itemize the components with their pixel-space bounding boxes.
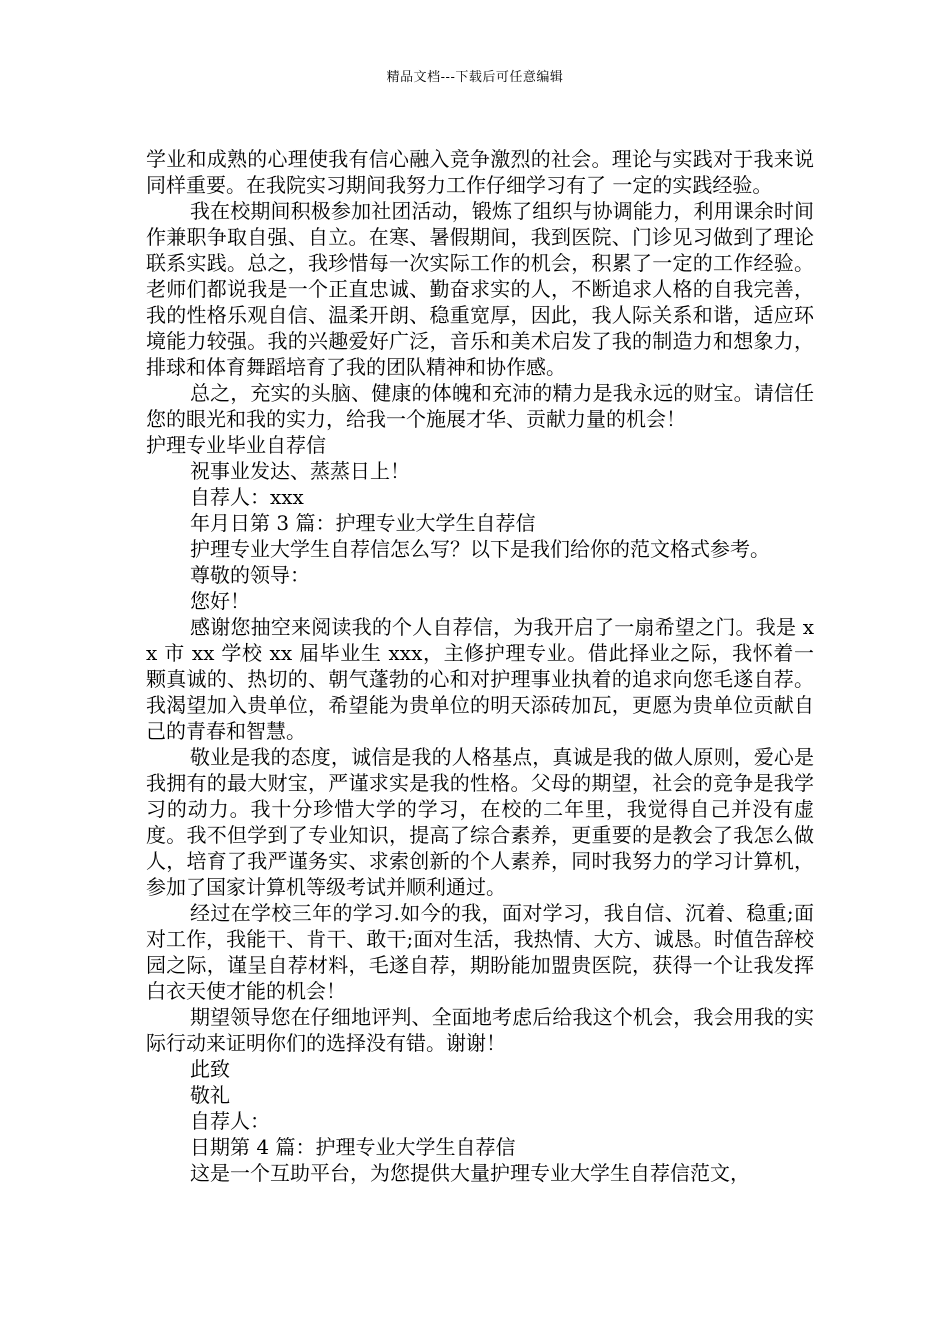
document-body	[146, 146, 814, 1186]
paragraph: 尊敬的领导：	[190, 563, 310, 587]
paragraph: 自荐人：	[190, 1109, 270, 1133]
paragraph: 护理专业大学生自荐信怎么写？以下是我们给你的范文格式参考。	[190, 537, 770, 561]
paragraph: 敬礼	[190, 1083, 230, 1107]
paragraph: 经过在学校三年的学习.如今的我，面对学习，我自信、沉着、稳重;面对工作，我能干、肯干、敢干;面对生活，我热情、大方、诚恳。时值告辞校园之际，谨呈自荐材料，毛遂自荐，期盼能加盟贵医院，获得一个让我发挥白衣天使才能的机会！	[146, 901, 814, 1003]
paragraph: 祝事业发达、蒸蒸日上！	[190, 459, 410, 483]
paragraph: 我在校期间积极参加社团活动，锻炼了组织与协调能力，利用课余时间作兼职争取自强、自立。在寒、暑假期间，我到医院、门诊见习做到了理论联系实践。总之，我珍惜每一次实际工作的机会，积累了一定的工作经验。老师们都说我是一个正直忠诚、勤奋求实的人，不断追求人格的自我完善，我的性格乐观自信、温柔开朗、稳重宽厚，因此，我人际关系和谐，适应环境能力较强。我的兴趣爱好广泛，音乐和美术启发了我的制造力和想象力，排球和体育舞蹈培育了我的团队精神和协作感。	[146, 199, 814, 379]
paragraph: 日期第 4 篇：护理专业大学生自荐信	[190, 1135, 516, 1159]
paragraph: 您好！	[190, 589, 250, 613]
page-header: 精品文档---下载后可任意编辑	[386, 70, 564, 85]
paragraph: 此致	[190, 1057, 230, 1081]
paragraph: 护理专业毕业自荐信	[146, 433, 326, 457]
paragraph: 这是一个互助平台，为您提供大量护理专业大学生自荐信范文，	[190, 1161, 750, 1185]
paragraph: 总之，充实的头脑、健康的体魄和充沛的精力是我永远的财宝。请信任您的眼光和我的实力，给我一个施展才华、贡献力量的机会！	[146, 381, 814, 431]
paragraph: 感谢您抽空来阅读我的个人自荐信，为我开启了一扇希望之门。我是 xx 市 xx 学校 xx 届毕业生 xxx，主修护理专业。借此择业之际，我怀着一颗真诚的、热切的、朝气蓬勃的心和对护理事业执着的追求向您毛遂自荐。我渴望加入贵单位，希望能为贵单位的明天添砖加瓦，更愿为贵单位贡献自己的青春和智慧。	[146, 615, 814, 743]
paragraph: 期望领导您在仔细地评判、全面地考虑后给我这个机会，我会用我的实际行动来证明你们的选择没有错。谢谢！	[146, 1005, 814, 1055]
paragraph: 学业和成熟的心理使我有信心融入竞争激烈的社会。理论与实践对于我来说同样重要。在我院实习期间我努力工作仔细学习有了 一定的实践经验。	[146, 147, 814, 197]
paragraph: 敬业是我的态度，诚信是我的人格基点，真诚是我的做人原则，爱心是我拥有的最大财宝，严谨求实是我的性格。父母的期望，社会的竞争是我学习的动力。我十分珍惜大学的学习，在校的二年里，我觉得自己并没有虚度。我不但学到了专业知识，提高了综合素养，更重要的是教会了我怎么做人，培育了我严谨务实、求索创新的个人素养，同时我努力的学习计算机，参加了国家计算机等级考试并顺利通过。	[146, 745, 814, 899]
paragraph: 年月日第 3 篇：护理专业大学生自荐信	[190, 511, 536, 535]
paragraph: 自荐人：xxx	[190, 485, 304, 509]
